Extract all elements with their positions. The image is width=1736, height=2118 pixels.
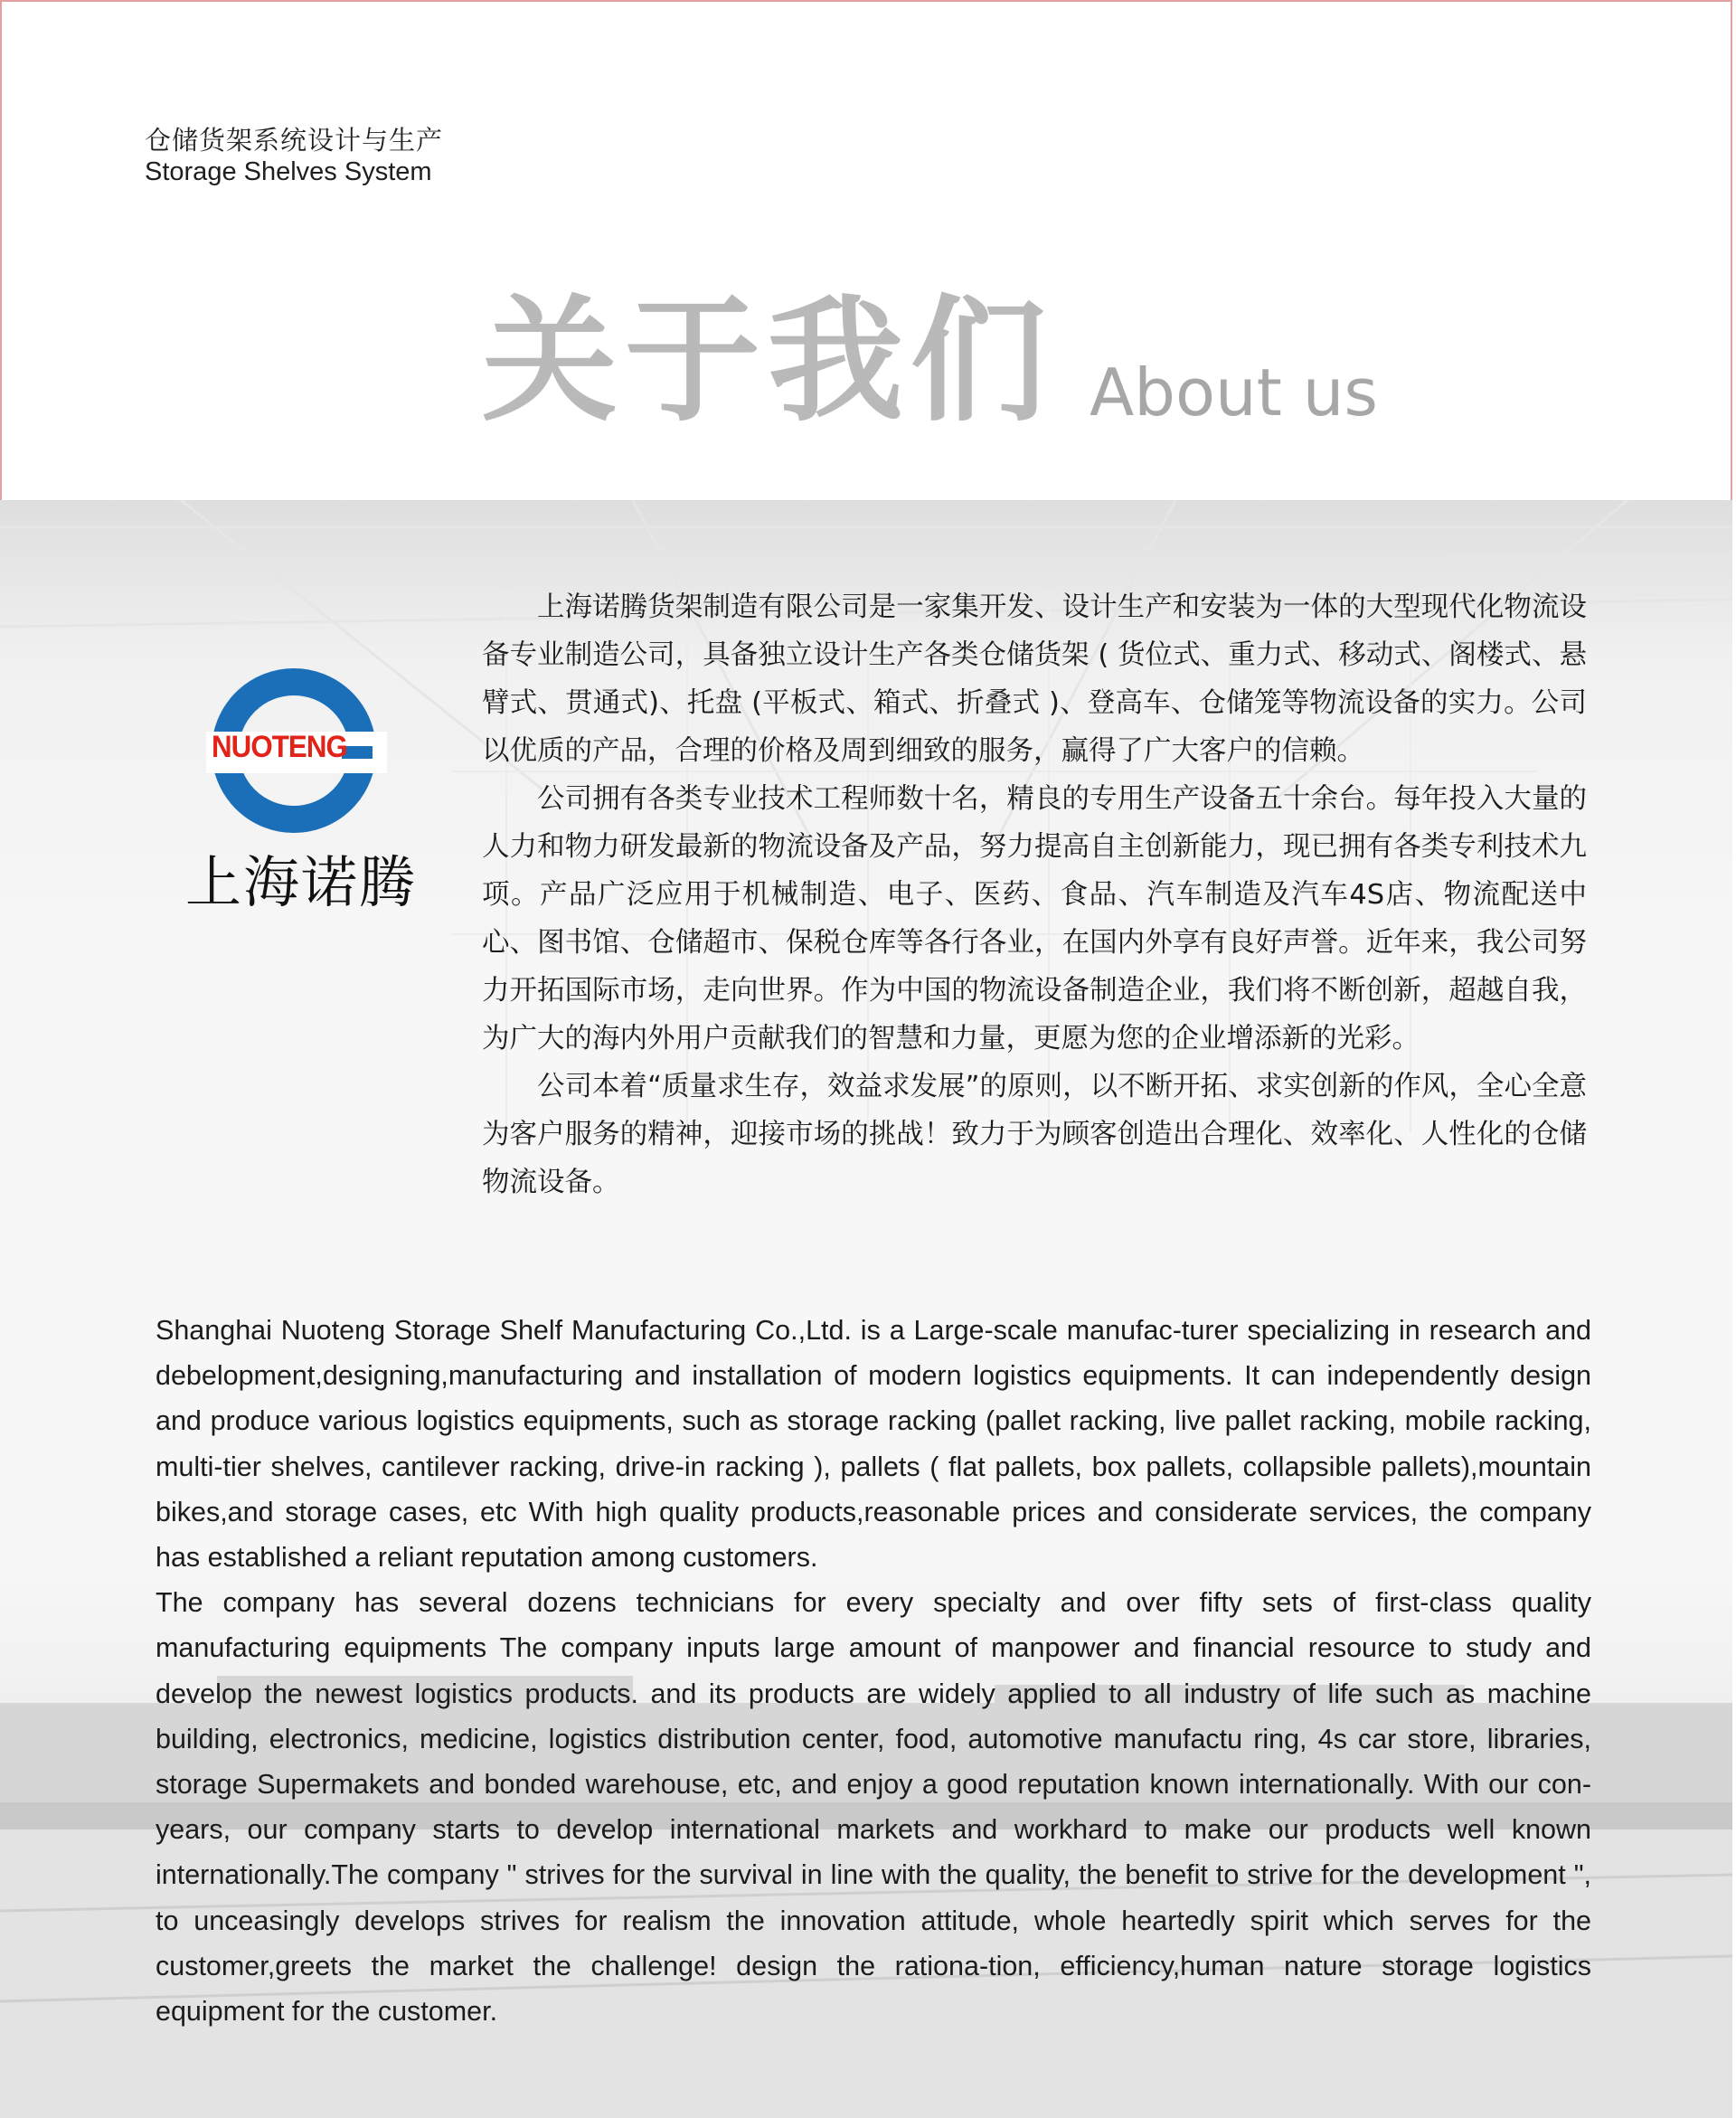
page-title-cn: 关于我们 (482, 283, 1054, 440)
logo-brand-text: NUOTENG (212, 730, 347, 764)
en-paragraph-2: The company has several dozens technicians for every specialty and over fifty sets of first-class quality manufacturing equipments The company inputs large amount of manpower and financial resource to study and develop the newest logistics products. and its products are widely applied to all industry of life such as machine building, electronics, medicine, logistics distribution center, food, automotive manufactu ring, 4s car store, libraries, storage Supermakets and bonded warehouse, etc, and enjoy a good reputation known internationally. With our con-years, our company starts to develop international markets and workhard to make our products well known internationally.The company " strives for the survival in line with the quality, the benefit to strive for the development ", to unceasingly develops strives for realism the innovation attitude, whole heartedly spirit which serves for the customer,greets the market the challenge! design the rationa-tion, efficiency,human nature storage logistics equipment for the customer. (156, 1587, 1591, 2028)
cn-paragraph-2: 公司拥有各类专业技术工程师数十名，精良的专用生产设备五十余台。每年投入大量的人力和物力研发最新的物流设备及产品，努力提高自主创新能力，现已拥有各类专利技术九项。产品广泛应用于机械制造、电子、医药、食品、汽车制造及汽车4S店、物流配送中心、图书馆、仓储超市、保税仓库等各行各业，在国内外享有良好声誉。近年来，我公司努力开拓国际市场，走向世界。作为中国的物流设备制造企业，我们将不断创新，超越自我，为广大的海内外用户贡献我们的智慧和力量，更愿为您的企业增添新的光彩。 (482, 783, 1587, 1054)
header-title-en: Storage Shelves System (145, 157, 432, 186)
cn-paragraph-3: 公司本着“质量求生存，效益求发展”的原则，以不断开拓、求实创新的作风，全心全意为客户服务的精神，迎接市场的挑战！致力于为顾客创造出合理化、效率化、人性化的仓储物流设备。 (482, 1071, 1587, 1198)
company-name-cn: 上海诺腾 (185, 849, 418, 915)
en-paragraph-1: Shanghai Nuoteng Storage Shelf Manufacturing Co.,Ltd. is a Large-scale manufac-turer specializing in research and debelopment,designing,manufacturing and installation of modern logistics equipments. It can independently design and produce various logistics equipments, such as storage racking (pallet racking, live pallet racking, mobile racking, multi-tier shelves, cantilever racking, drive-in racking ), pallets ( flat pallets, box pallets, collapsible pallets),mountain bikes,and storage cases, etc With high quality products,reasonable prices and considerate services, the company has established a reliant reputation among customers. (156, 1315, 1591, 1574)
nuoteng-logo (206, 665, 387, 837)
header-title-cn: 仓储货架系统设计与生产 (145, 125, 444, 156)
page-title-en: About us (1090, 355, 1378, 430)
chinese-description (482, 583, 1587, 1206)
cn-paragraph-1: 上海诺腾货架制造有限公司是一家集开发、设计生产和安装为一体的大型现代化物流设备专业制造公司，具备独立设计生产各类仓储货架 ( 货位式、重力式、移动式、阁楼式、悬臂式、贯通式)、托盘 (平板式、箱式、折叠式 )、登高车、仓储笼等物流设备的实力。公司以优质的产品，合理的价格及周到细致的服务，赢得了广大客户的信赖。 (482, 591, 1587, 767)
english-description (156, 1308, 1591, 2034)
